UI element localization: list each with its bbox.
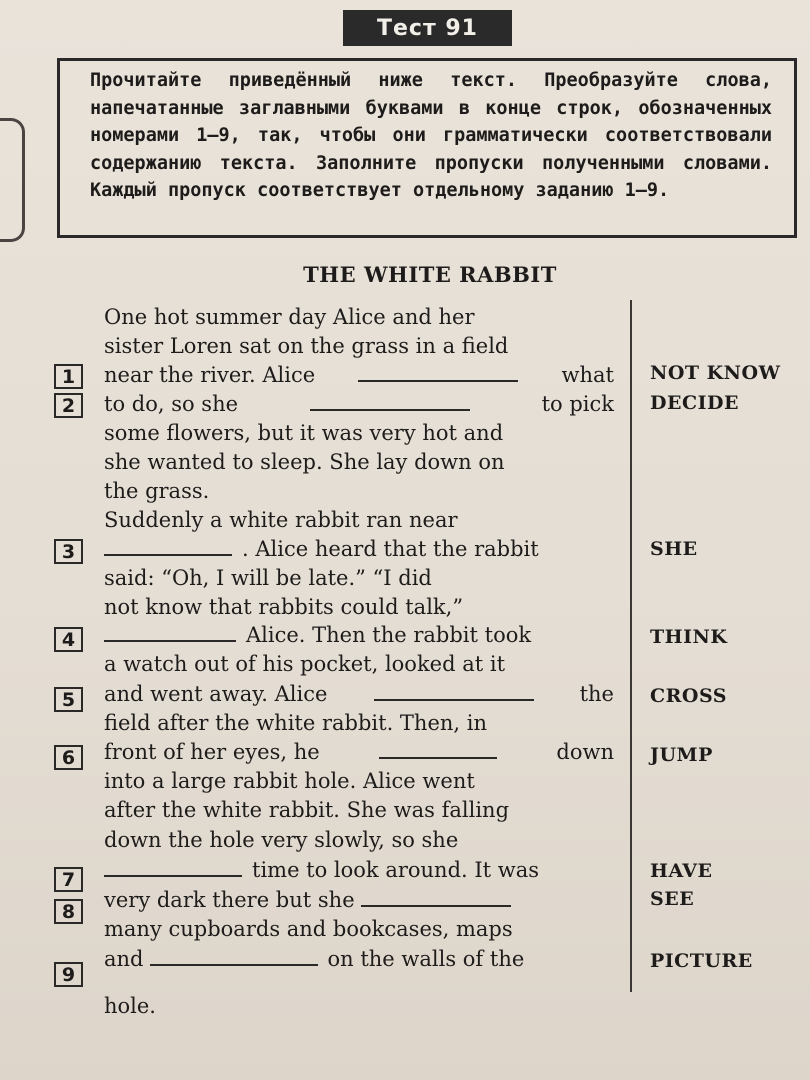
prompt-word: THINK: [650, 626, 728, 648]
story-text: many cupboards and bookcases, maps: [104, 917, 513, 941]
task-number-box: 3: [54, 539, 83, 564]
story-text: to pick: [541, 392, 614, 416]
answer-blank-1[interactable]: [358, 362, 518, 382]
story-text: and: [104, 947, 144, 971]
answer-blank-4[interactable]: [104, 622, 236, 642]
story-text: the: [579, 682, 614, 706]
story-text: on the walls of the: [327, 947, 525, 971]
story-text: down: [556, 740, 614, 764]
story-line: [104, 992, 614, 1021]
prompt-word: CROSS: [650, 685, 727, 707]
story-line: [104, 593, 614, 622]
story-line: [104, 564, 614, 593]
answer-blank-8[interactable]: [361, 887, 511, 907]
story-line: [104, 419, 614, 448]
story-text: she wanted to sleep. She lay down on: [104, 450, 505, 474]
story-line: [104, 709, 614, 738]
story-line: [104, 390, 614, 419]
story-line: [104, 506, 614, 535]
story-line: [104, 915, 614, 944]
prompt-word: SHE: [650, 538, 698, 560]
task-number-box: 7: [54, 867, 83, 892]
story-line: [104, 796, 614, 825]
story-text: to do, so she: [104, 392, 239, 416]
story-text: the grass.: [104, 479, 210, 503]
story-text: after the white rabbit. She was falling: [104, 798, 510, 822]
task-number-box: 9: [54, 962, 83, 987]
task-number-box: 1: [54, 364, 83, 389]
story-line: [104, 332, 614, 361]
story-line: [104, 535, 614, 564]
prompt-word: SEE: [650, 888, 695, 910]
prompt-word: NOT KNOW: [650, 362, 781, 384]
task-number-box: 6: [54, 745, 83, 770]
task-number-box: 4: [54, 627, 83, 652]
story-line: [104, 650, 614, 679]
story-text: into a large rabbit hole. Alice went: [104, 769, 475, 793]
prompt-word: JUMP: [650, 744, 713, 766]
story-text: time to look around. It was: [252, 858, 540, 882]
story-line: [104, 767, 614, 796]
prompt-word: PICTURE: [650, 950, 753, 972]
story-text: hole.: [104, 994, 156, 1018]
story-line: [104, 361, 614, 390]
story-line: [104, 680, 614, 709]
story-line: [104, 886, 614, 915]
story-line: [104, 826, 614, 855]
answer-blank-3[interactable]: [104, 536, 232, 556]
test-number-label: Тест 91: [343, 10, 512, 46]
instructions-box: [57, 58, 797, 238]
story-text: some flowers, but it was very hot and: [104, 421, 504, 445]
answer-blank-6[interactable]: [379, 739, 497, 759]
story-text: said: “Oh, I will be late.” “I did: [104, 566, 432, 590]
column-divider: [630, 300, 632, 992]
story-text: field after the white rabbit. Then, in: [104, 711, 487, 735]
prompt-word: DECIDE: [650, 392, 739, 414]
prompt-word: HAVE: [650, 860, 713, 882]
task-number-box: 5: [54, 687, 83, 712]
story-title: THE WHITE RABBIT: [303, 262, 557, 287]
answer-blank-5[interactable]: [374, 681, 534, 701]
story-line: [104, 945, 614, 974]
story-text: very dark there but she: [104, 888, 355, 912]
answer-blank-7[interactable]: [104, 857, 242, 877]
story-text: a watch out of his pocket, looked at it: [104, 652, 506, 676]
story-text: down the hole very slowly, so she: [104, 828, 459, 852]
task-number-box: 8: [54, 899, 83, 924]
story-text: near the river. Alice: [104, 363, 316, 387]
answer-blank-2[interactable]: [310, 391, 470, 411]
story-text: not know that rabbits could talk,”: [104, 595, 464, 619]
story-text: sister Loren sat on the grass in a field: [104, 334, 509, 358]
story-text: front of her eyes, he: [104, 740, 320, 764]
instructions-text: Прочитайте приведённый ниже текст. Преобразуйте слова, напечатанные заглавными буквами в конце строк, обозначенных номерами 1–9, так, чтобы они грамматически соответствовали содержанию текста. Заполните пропуски полученными словами. Каждый пропуск соответствует отдельному заданию 1–9.: [90, 70, 772, 201]
story-line: [104, 448, 614, 477]
story-line: [104, 738, 614, 767]
story-text: . Alice heard that the rabbit: [242, 537, 539, 561]
story-line: [104, 621, 614, 650]
story-text: Suddenly a white rabbit ran near: [104, 508, 458, 532]
task-number-box: 2: [54, 393, 83, 418]
story-text: what: [561, 363, 614, 387]
answer-blank-9[interactable]: [150, 946, 318, 966]
story-text: Alice. Then the rabbit took: [246, 623, 532, 647]
story-text: One hot summer day Alice and her: [104, 305, 475, 329]
story-line: [104, 856, 614, 885]
page-edge-bracket: [0, 118, 25, 242]
story-text: and went away. Alice: [104, 682, 328, 706]
story-line: [104, 303, 614, 332]
story-line: [104, 477, 614, 506]
